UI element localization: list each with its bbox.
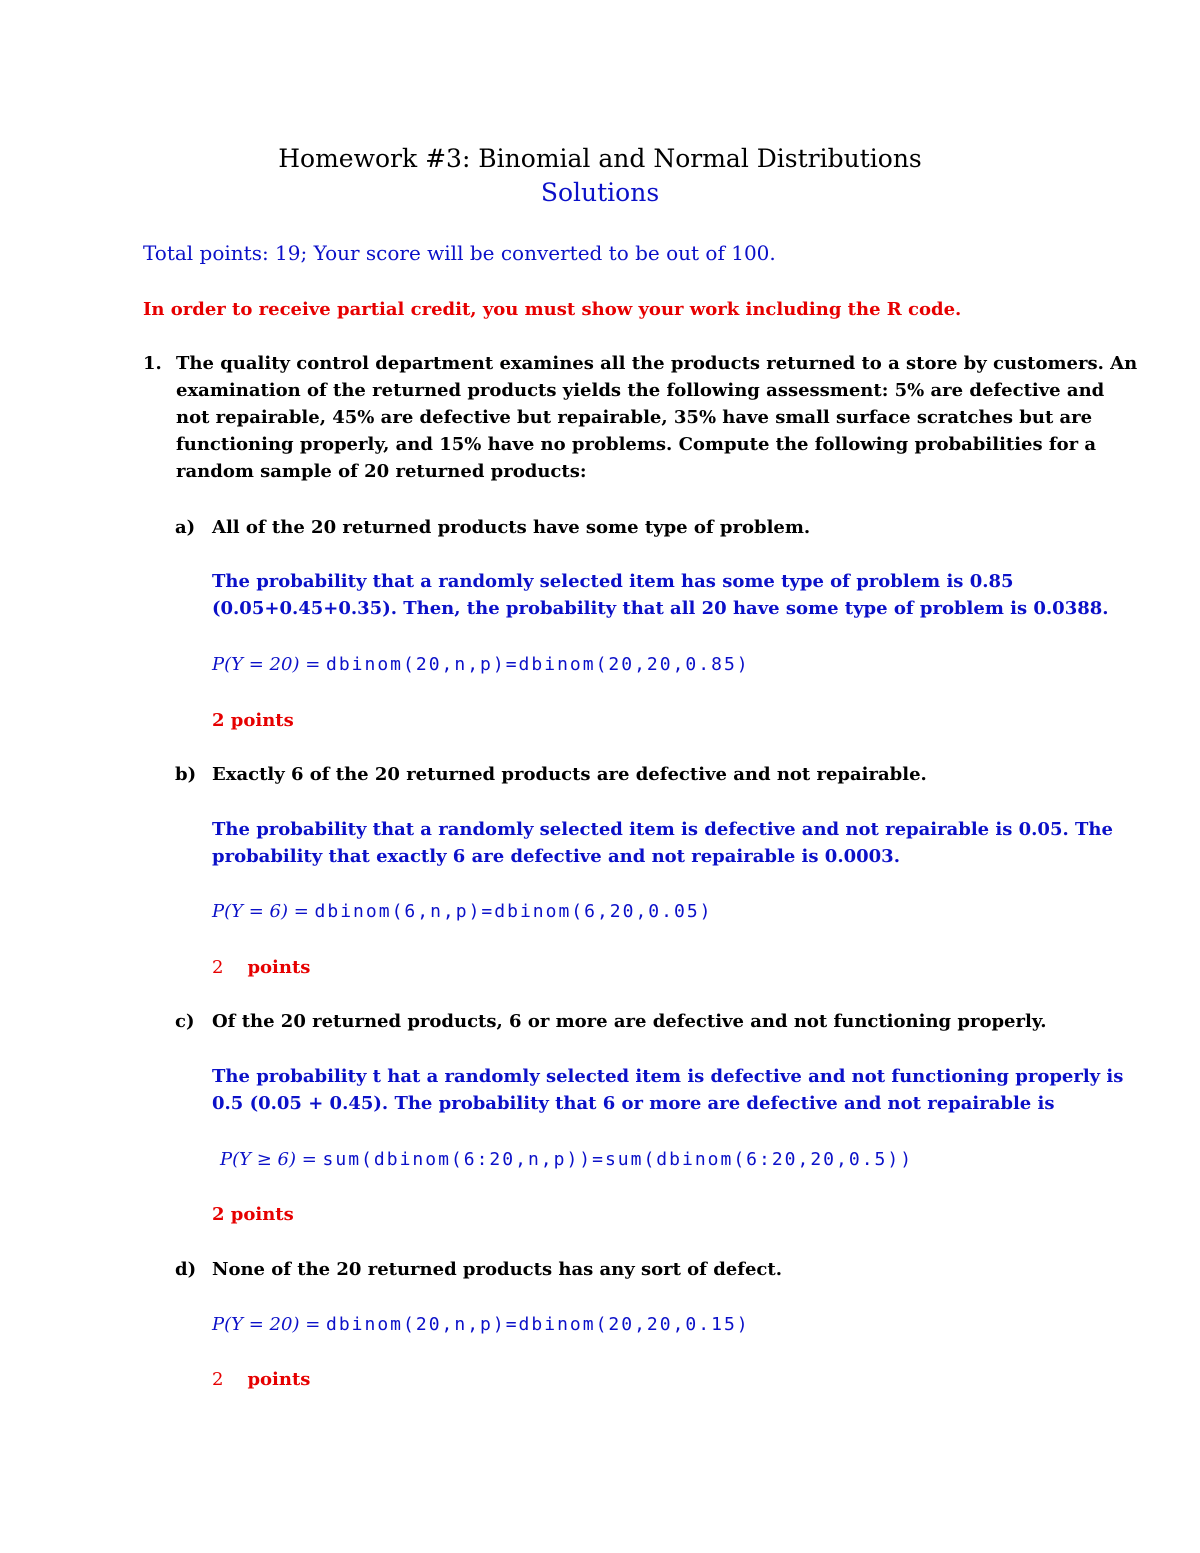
total-points-note: Total points: 19; Your score will be converted to be out of 100. [143,241,776,265]
problem-statement [176,350,1138,485]
problem-line: not repairable, 45% are defective but repairable, 35% have small surface scratches but are [176,407,1093,428]
formula-math: P(Y ≥ 6) = [220,1149,323,1170]
page-title: Homework #3: Binomial and Normal Distributions [278,144,922,173]
problem-line: functioning properly, and 15% have no problems. Compute the following probabilities for a [176,434,1097,455]
points-label: 2 points [212,1204,294,1225]
points-number: 2 [212,1369,224,1390]
points-word: points [247,1369,311,1390]
answer-line: probability that exactly 6 are defective and not repairable is 0.0003. [212,846,900,867]
answer-line: 0.5 (0.05 + 0.45). The probability that 6 or more are defective and not repairable is [212,1093,1055,1114]
part-label: a) [175,517,196,538]
points-number: 2 [212,957,224,978]
part-question: None of the 20 returned products has any sort of defect. [212,1259,782,1280]
points-word: points [247,957,311,978]
formula [220,1146,913,1173]
points-label [212,954,310,981]
partial-credit-note: In order to receive partial credit, you must show your work including the R code. [143,299,962,320]
points-label [212,1366,310,1393]
formula-math: P(Y = 20) = [212,1314,326,1335]
r-code: dbinom(20,n,p)=dbinom(20,20,0.85) [326,654,750,675]
part-question: Of the 20 returned products, 6 or more are defective and not functioning properly. [212,1011,1047,1032]
page-subtitle: Solutions [540,178,660,207]
formula-math: P(Y = 20) = [212,654,326,675]
answer-line: The probability that a randomly selected item is defective and not repairable is 0.05. The [212,819,1113,840]
r-code: dbinom(6,n,p)=dbinom(6,20,0.05) [314,901,713,922]
formula-math: P(Y = 6) = [212,901,315,922]
r-code: sum(dbinom(6:20,n,p))=sum(dbinom(6:20,20,0.5)) [322,1149,914,1170]
answer-line: The probability that a randomly selected item has some type of problem is 0.85 [212,571,1014,592]
formula [212,1311,750,1338]
part-label: b) [175,764,197,785]
problem-line: examination of the returned products yields the following assessment: 5% are defective and [176,380,1105,401]
r-code: dbinom(20,n,p)=dbinom(20,20,0.15) [326,1314,750,1335]
answer-line: (0.05+0.45+0.35). Then, the probability that all 20 have some type of problem is 0.0388. [212,598,1109,619]
formula [212,651,750,678]
part-question: Exactly 6 of the 20 returned products are defective and not repairable. [212,764,927,785]
answer-line: The probability t hat a randomly selected item is defective and not functioning properly is [212,1066,1124,1087]
points-label: 2 points [212,710,294,731]
part-label: d) [175,1259,197,1280]
problem-number: 1. [143,353,162,374]
part-label: c) [175,1011,195,1032]
problem-line: random sample of 20 returned products: [176,461,587,482]
part-question: All of the 20 returned products have some type of problem. [212,517,811,538]
formula [212,898,713,925]
problem-line: The quality control department examines all the products returned to a store by customers. An [176,353,1138,374]
